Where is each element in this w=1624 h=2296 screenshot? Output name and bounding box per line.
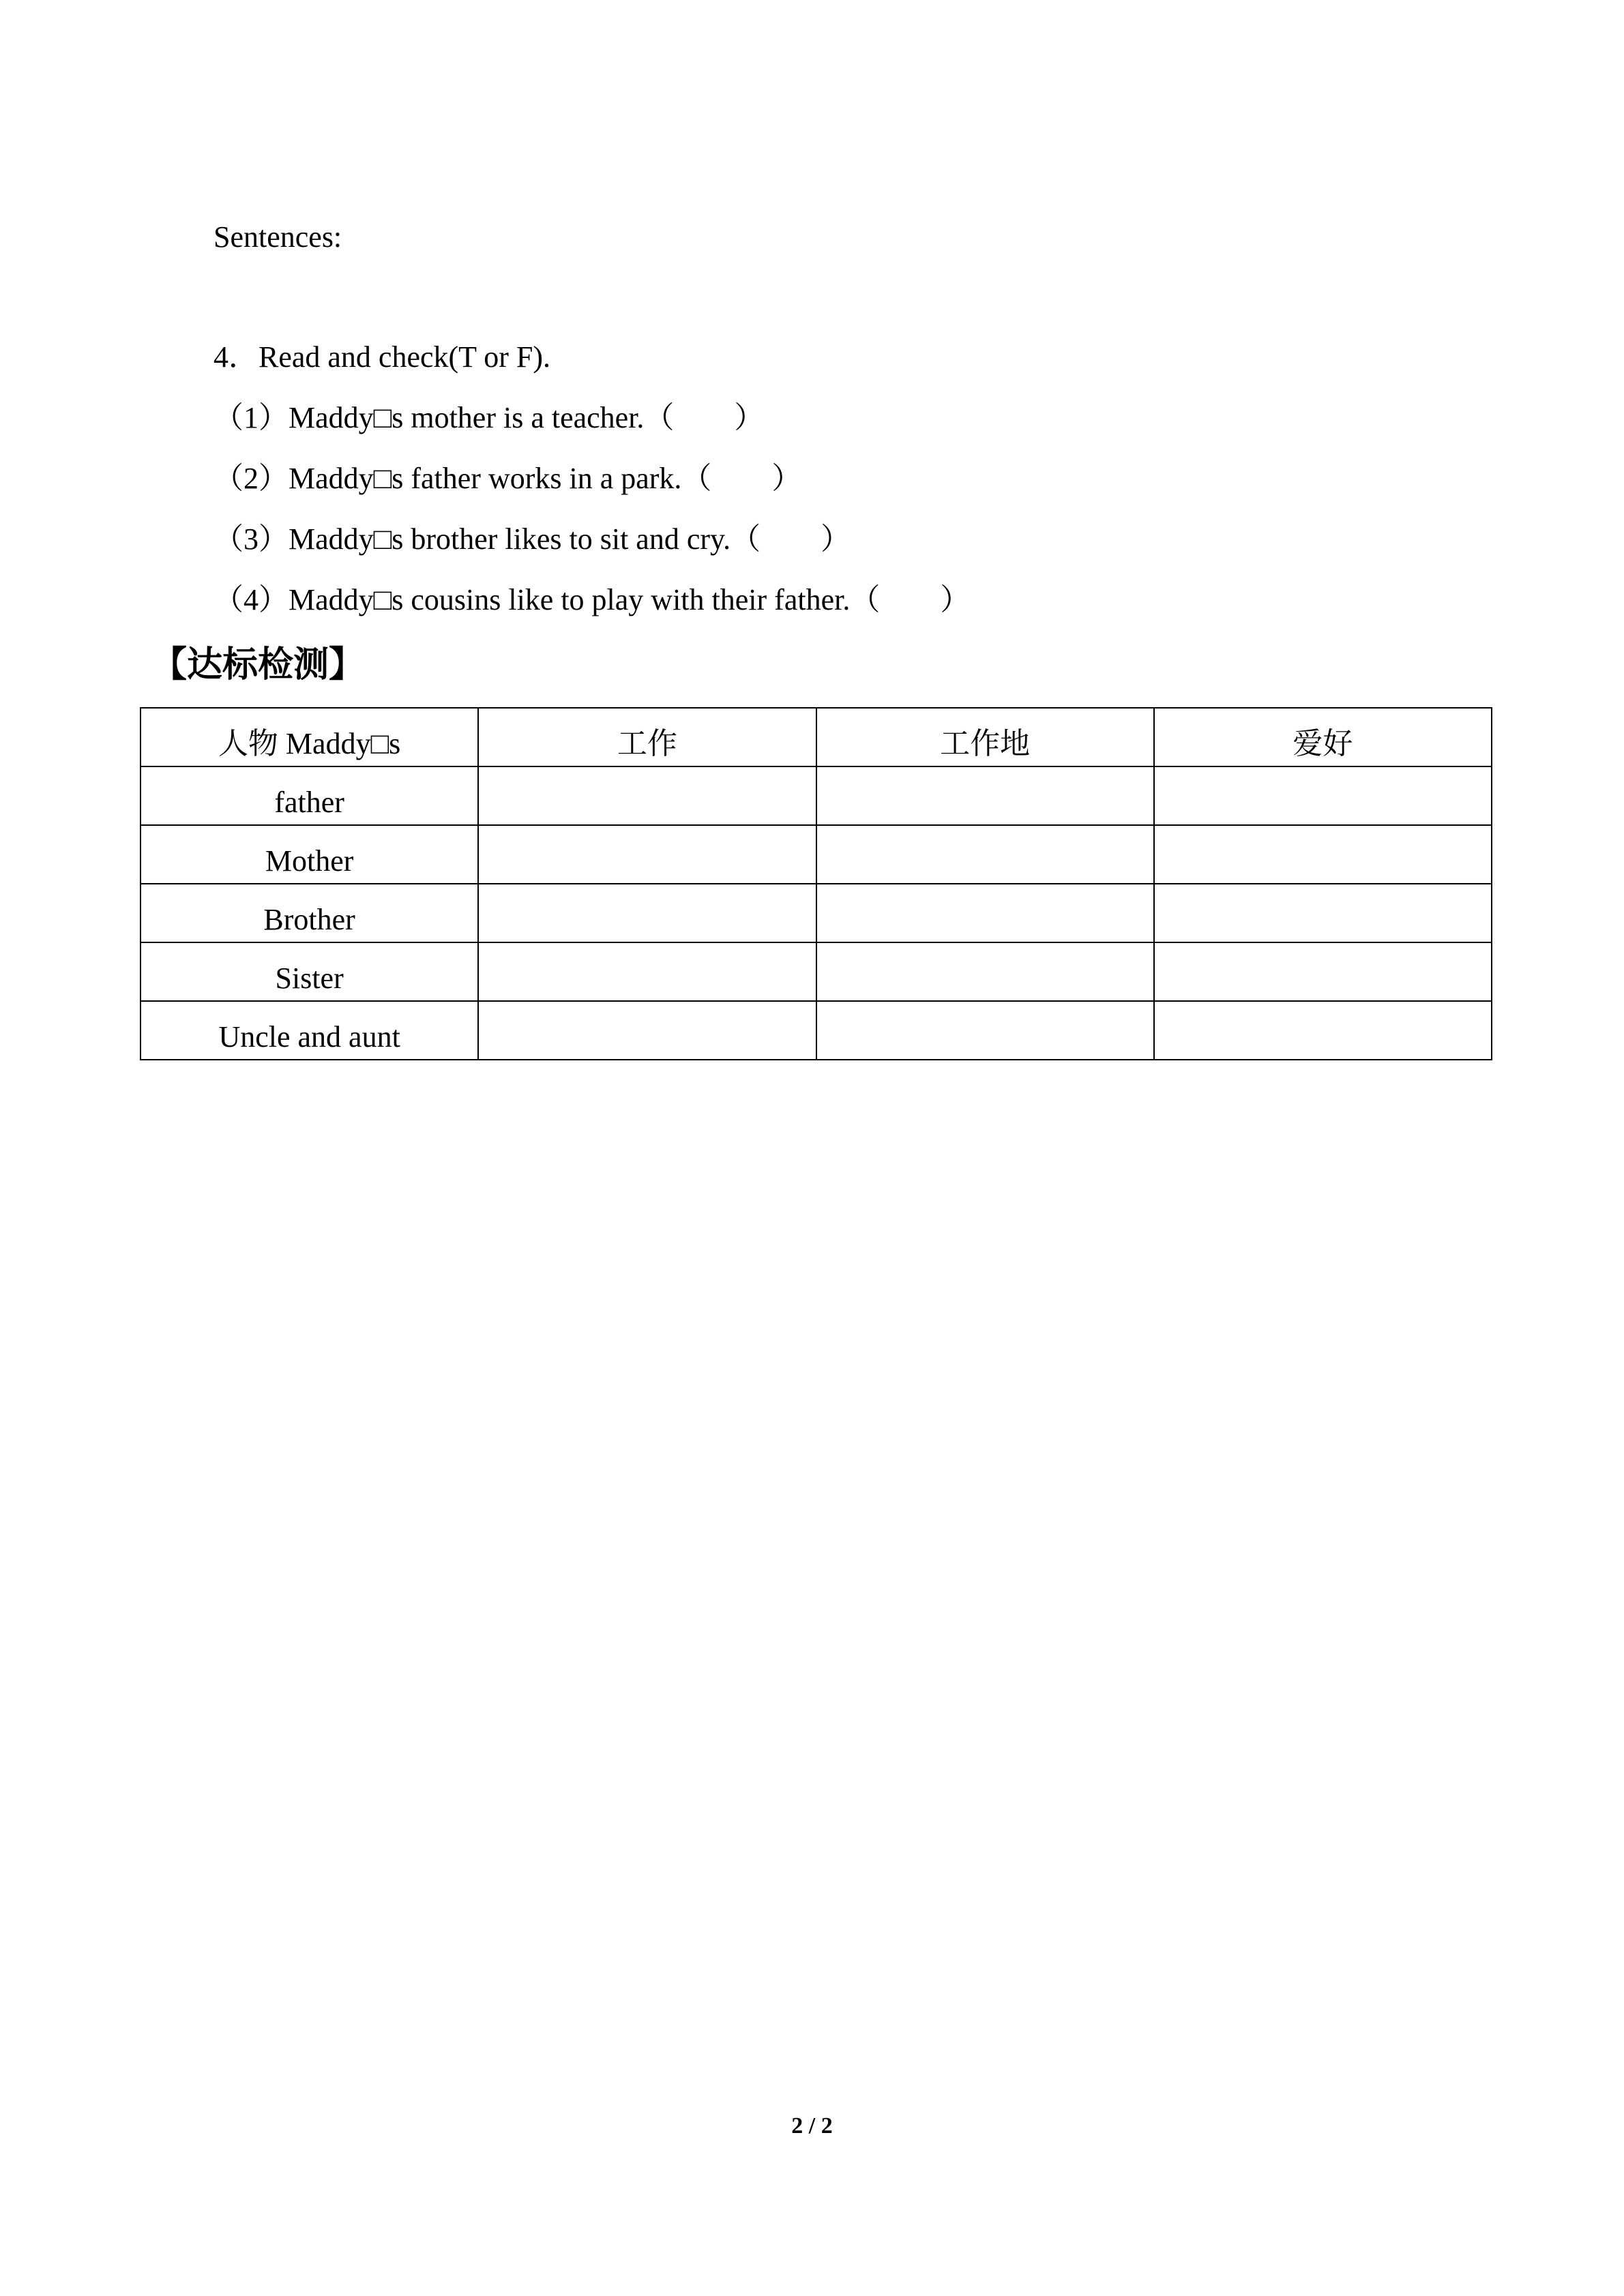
blank-answer-cell[interactable] [1154,766,1492,825]
exercise-4-item-3: （3）Maddy□s brother likes to sit and cry.（ ） [213,522,851,556]
blank-answer-cell[interactable] [478,884,816,942]
blank-answer-cell[interactable] [478,825,816,884]
header-cell-person: 人物 Maddy□s [141,708,478,766]
blank-answer-cell[interactable] [1154,884,1492,942]
row-label-brother: Brother [141,884,478,942]
exercise-4-title: 4．Read and check(T or F). [213,340,551,374]
row-label-sister: Sister [141,942,478,1001]
table-row [141,942,1492,1001]
blank-answer-cell[interactable] [1154,1001,1492,1060]
blank-answer-cell[interactable] [816,766,1154,825]
section-heading: 【达标检测】 [151,644,365,685]
family-info-table [140,707,1492,1060]
sentences-label: Sentences: [213,220,342,254]
blank-answer-cell[interactable] [1154,825,1492,884]
blank-answer-cell[interactable] [816,884,1154,942]
blank-answer-cell[interactable] [816,825,1154,884]
blank-answer-cell[interactable] [816,942,1154,1001]
row-label-uncle-and-aunt: Uncle and aunt [141,1001,478,1060]
exercise-4-item-1: （1）Maddy□s mother is a teacher.（ ） [213,401,765,434]
table-row [141,766,1492,825]
table-row [141,884,1492,942]
row-label-mother: Mother [141,825,478,884]
blank-answer-cell[interactable] [816,1001,1154,1060]
table-row [141,1001,1492,1060]
header-cell-job: 工作 [478,708,816,766]
header-cell-hobby: 爱好 [1154,708,1492,766]
page-number: 2 / 2 [791,2113,833,2138]
row-label-father: father [141,766,478,825]
exercise-4-item-4: （4）Maddy□s cousins like to play with their father.（ ） [213,583,971,616]
table-row [141,825,1492,884]
exercise-4-item-2: （2）Maddy□s father works in a park.（ ） [213,462,802,495]
blank-answer-cell[interactable] [478,1001,816,1060]
blank-answer-cell[interactable] [478,766,816,825]
blank-answer-cell[interactable] [1154,942,1492,1001]
blank-answer-cell[interactable] [478,942,816,1001]
header-cell-workplace: 工作地 [816,708,1154,766]
table-header-row [141,708,1492,766]
